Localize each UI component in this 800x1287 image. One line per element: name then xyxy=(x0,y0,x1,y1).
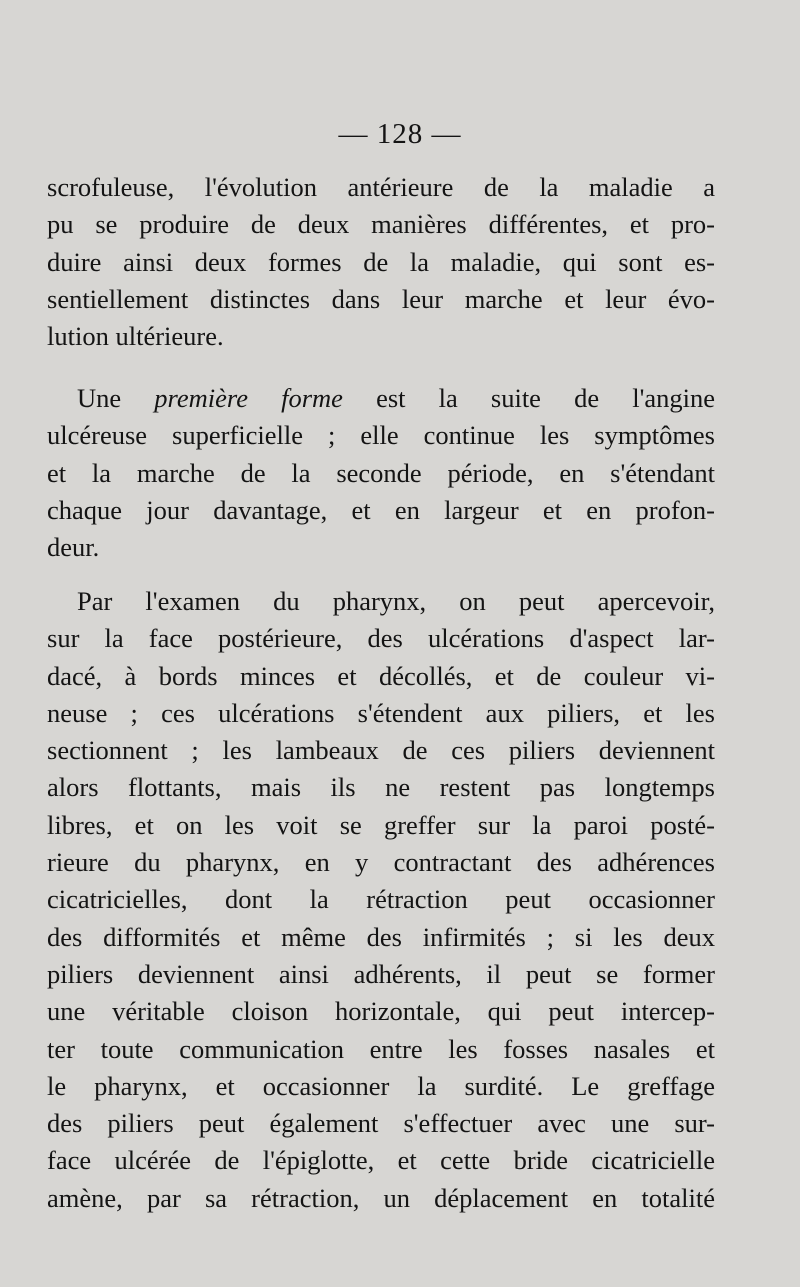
text-line: sur la face postérieure, des ulcérations d'aspect lar- xyxy=(47,623,715,654)
text-line: le pharynx, et occasionner la surdité. Le greffage xyxy=(47,1070,715,1101)
text-line: scrofuleuse, l'évolution antérieure de la maladie a xyxy=(47,172,715,202)
text-line: dacé, à bords minces et décollés, et de couleur vi- xyxy=(47,660,715,691)
page-number: — 128 — xyxy=(338,118,462,150)
text-line: des difformités et même des infirmités ; si les deux xyxy=(47,921,715,952)
text-line: cicatricielles, dont la rétraction peut occasionner xyxy=(47,884,715,915)
text-line: sectionnent ; les lambeaux de ces piliers deviennent xyxy=(47,735,715,766)
text-line: Par l'examen du pharynx, on peut apercevoir, xyxy=(77,586,715,616)
text-line: face ulcérée de l'épiglotte, et cette bride cicatricielle xyxy=(47,1145,715,1176)
text-line: amène, par sa rétraction, un déplacement en totalité xyxy=(47,1182,715,1213)
text-line: pu se produire de deux manières différentes, et pro- xyxy=(47,209,715,240)
text-line: piliers deviennent ainsi adhérents, il peut se former xyxy=(47,958,715,989)
paragraph-2 xyxy=(47,380,715,566)
text-line: neuse ; ces ulcérations s'étendent aux piliers, et les xyxy=(47,697,715,728)
text-line: duire ainsi deux formes de la maladie, qui sont es- xyxy=(47,246,715,277)
text-line: sentiellement distinctes dans leur marche et leur évo- xyxy=(47,283,715,314)
text-line: ter toute communication entre les fosses nasales et xyxy=(47,1033,715,1064)
text-line: lution ultérieure. xyxy=(47,321,224,352)
text-line: une véritable cloison horizontale, qui peut intercep- xyxy=(47,996,715,1027)
text-line: deur. xyxy=(47,532,100,563)
paragraph-3 xyxy=(47,583,715,1217)
text-line: et la marche de la seconde période, en s'étendant xyxy=(47,457,715,488)
italic-term: première forme xyxy=(154,383,343,413)
text-line: chaque jour davantage, et en largeur et en profon- xyxy=(47,494,715,525)
text-line: alors flottants, mais ils ne restent pas longtemps xyxy=(47,772,715,803)
text-line xyxy=(47,380,715,417)
text-run: est la suite de l'angine xyxy=(342,383,715,413)
text-line: des piliers peut également s'effectuer avec une sur- xyxy=(47,1108,715,1139)
paragraph-1 xyxy=(47,169,715,355)
text-line: libres, et on les voit se greffer sur la paroi posté- xyxy=(47,809,715,840)
text-line: ulcéreuse superficielle ; elle continue les symptômes xyxy=(47,420,715,451)
text-run: Une xyxy=(77,383,155,413)
text-line: rieure du pharynx, en y contractant des adhérences xyxy=(47,847,715,878)
